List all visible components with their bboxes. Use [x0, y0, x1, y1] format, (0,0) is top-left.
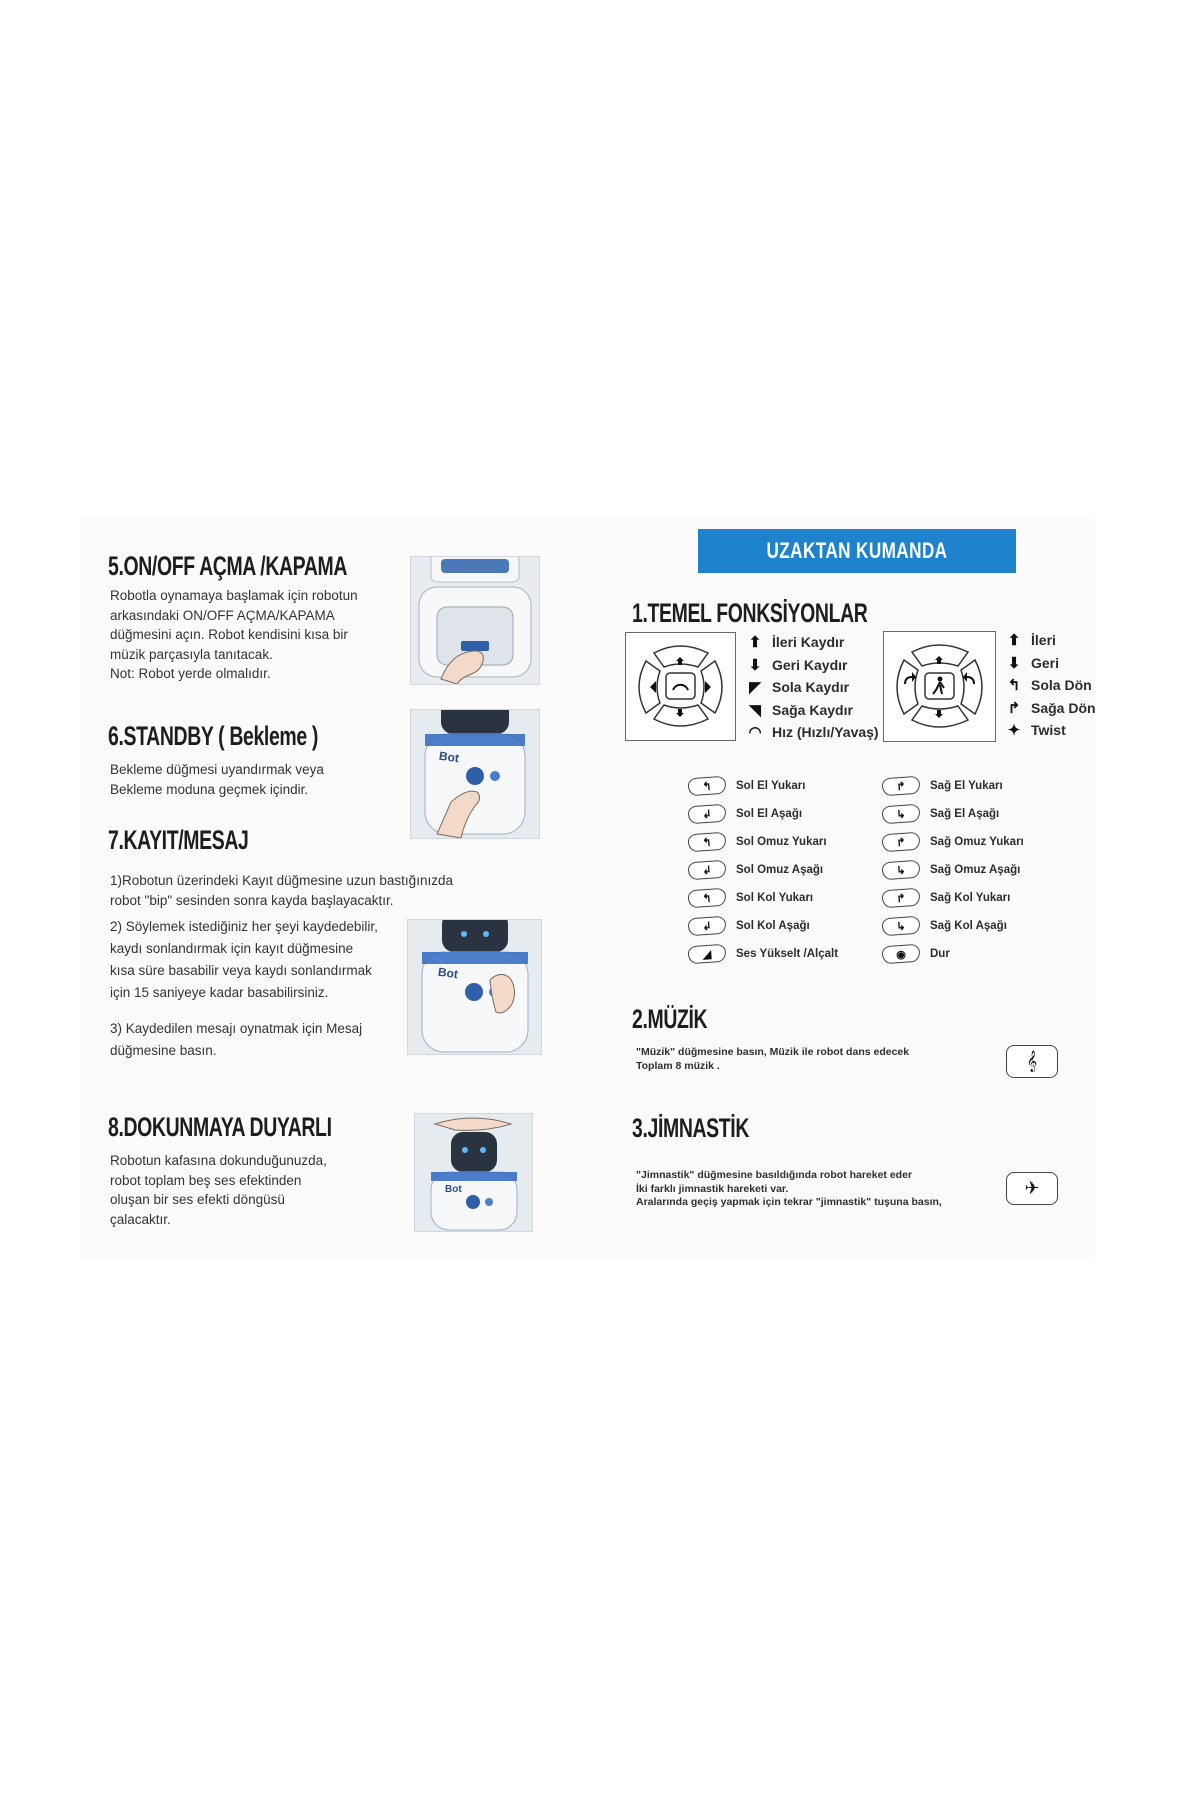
- standby-text: [110, 760, 324, 799]
- legend-label: Sola Dön: [1031, 677, 1092, 694]
- button-row: [688, 940, 838, 968]
- legend-label: İleri: [1031, 632, 1056, 649]
- text-line: "Jimnastik" düğmesine basıldığında robot hareket eder: [636, 1169, 913, 1181]
- button-label: Sol Kol Aşağı: [736, 920, 810, 932]
- section-title-standby: 6.STANDBY ( Bekleme ): [108, 721, 318, 751]
- legend-row: [1003, 697, 1096, 720]
- left-arm-down-icon: ↲: [687, 916, 726, 937]
- button-row: [882, 856, 1024, 884]
- legend-row: [1003, 652, 1096, 675]
- text-line: çalacaktır.: [110, 1211, 171, 1227]
- button-label: Sağ Omuz Aşağı: [930, 864, 1021, 876]
- text-line: robot toplam beş ses efektinden: [110, 1172, 302, 1188]
- forward-icon: ⬆: [1007, 632, 1021, 650]
- robot-chest-label: Bot: [437, 964, 459, 982]
- left-hand-down-icon: ↲: [687, 804, 726, 825]
- section-title-touch: 8.DOKUNMAYA DUYARLI: [108, 1112, 332, 1142]
- right-hand-down-icon: ↳: [881, 804, 920, 825]
- button-label: Sağ Omuz Yukarı: [930, 836, 1024, 848]
- left-arm-up-icon: ↰: [687, 888, 726, 909]
- text-line: oluşan bir ses efekti döngüsü: [110, 1192, 285, 1207]
- text-line: Not: Robot yerde olmalıdır.: [110, 666, 271, 681]
- section-title-basic-functions: 1.TEMEL FONKSİYONLAR: [632, 598, 868, 628]
- gymnastics-button: [1006, 1172, 1058, 1205]
- text-line: 1)Robotun üzerindeki Kayıt düğmesine uzun bastığınızda: [110, 873, 453, 888]
- button-row: [688, 856, 838, 884]
- text-line: Bekleme moduna geçmek içindir.: [110, 781, 309, 797]
- button-label: Sağ Kol Yukarı: [930, 892, 1011, 904]
- legend-row: [744, 654, 879, 677]
- right-shoulder-up-icon: ↱: [881, 832, 920, 853]
- button-label: Sol El Yukarı: [736, 780, 806, 792]
- volume-icon: ◢: [687, 944, 726, 965]
- right-arm-down-icon: ↳: [881, 916, 920, 937]
- section-title-gymnastics: 3.JİMNASTİK: [632, 1113, 750, 1143]
- legend-walk: [1003, 629, 1096, 742]
- button-row: [882, 772, 1024, 800]
- button-label: Ses Yükselt /Alçalt: [736, 948, 839, 960]
- gymnastics-text: [636, 1169, 942, 1210]
- text-line: 3) Kaydedilen mesajı oynatmak için Mesaj: [110, 1021, 363, 1036]
- legend-row: [744, 721, 879, 744]
- turn-left-icon: ↰: [1007, 677, 1021, 695]
- button-label: Sağ Kol Aşağı: [930, 920, 1007, 932]
- twist-icon: ✦: [1007, 722, 1021, 740]
- button-row: [882, 912, 1024, 940]
- remote-pad-move: [625, 632, 736, 741]
- button-row: [882, 884, 1024, 912]
- slide-right-icon: ◥: [749, 701, 761, 719]
- text-line: için 15 saniyeye kadar basabilirsiniz.: [110, 985, 329, 1000]
- legend-row: [1003, 674, 1096, 697]
- left-shoulder-up-icon: ↰: [687, 832, 726, 853]
- text-line: düğmesini açın. Robot kendisini kısa bir: [110, 627, 348, 642]
- text-line: düğmesine basın.: [110, 1043, 217, 1058]
- record-text-2: [110, 916, 378, 1004]
- speed-icon: ◠: [748, 724, 762, 742]
- legend-label: Sola Kaydır: [772, 679, 850, 696]
- right-shoulder-down-icon: ↳: [881, 860, 920, 881]
- text-line: arkasındaki ON/OFF AÇMA/KAPAMA: [110, 607, 335, 623]
- button-label: Sol Omuz Aşağı: [736, 864, 824, 876]
- banner-title: UZAKTAN KUMANDA: [766, 538, 948, 563]
- text-line: Bekleme düğmesi uyandırmak veya: [110, 762, 324, 777]
- legend-label: Sağa Kaydır: [772, 701, 853, 718]
- section-title-on-off: 5.ON/OFF AÇMA /KAPAMA: [108, 551, 348, 581]
- touch-text: [110, 1151, 327, 1229]
- robot-back-photo: [410, 556, 540, 685]
- text-line: kısa süre basabilir veya kaydı sonlandırmak: [110, 963, 372, 978]
- text-line: Robotla oynamaya başlamak için robotun: [110, 588, 358, 603]
- robot-standby-photo: [410, 709, 540, 839]
- turn-right-icon: ↱: [1007, 699, 1021, 717]
- robot-touch-photo: [414, 1113, 533, 1232]
- button-list-left: [688, 772, 838, 968]
- right-hand-up-icon: ↱: [881, 776, 920, 797]
- legend-row: [744, 676, 879, 699]
- on-off-text: [110, 586, 358, 684]
- text-line: Robotun kafasına dokunduğunuzda,: [110, 1153, 327, 1168]
- legend-label: Twist: [1031, 722, 1066, 739]
- music-text: [636, 1046, 909, 1073]
- button-row: [882, 828, 1024, 856]
- button-row: [688, 800, 838, 828]
- section-title-music: 2.MÜZİK: [632, 1004, 708, 1034]
- text-line: İki farklı jimnastik hareketi var.: [636, 1182, 789, 1195]
- left-hand-up-icon: ↰: [687, 776, 726, 797]
- legend-label: İleri Kaydır: [772, 634, 845, 651]
- remote-control-banner: [698, 529, 1016, 573]
- button-label: Sağ El Yukarı: [930, 780, 1003, 792]
- arrow-down-icon: ⬇: [748, 656, 762, 674]
- stop-icon: ◉: [881, 944, 920, 965]
- record-text-3: [110, 1018, 362, 1062]
- text-line: "Müzik" düğmesine basın, Müzik ile robot dans edecek: [636, 1046, 910, 1058]
- robot-record-photo: [407, 919, 542, 1055]
- button-row: [688, 828, 838, 856]
- section-title-record: 7.KAYIT/MESAJ: [108, 825, 249, 855]
- button-label: Sol Omuz Yukarı: [736, 836, 827, 848]
- robot-chest-label: Bot: [438, 748, 460, 766]
- button-row: [688, 912, 838, 940]
- legend-label: Sağa Dön: [1031, 699, 1096, 716]
- text-line: Aralarında geçiş yapmak için tekrar "jimnastik" tuşuna basın,: [636, 1196, 942, 1208]
- text-line: Toplam 8 müzik .: [636, 1059, 720, 1072]
- button-row: [688, 772, 838, 800]
- button-row: [882, 940, 1024, 968]
- legend-move: [744, 631, 879, 744]
- button-row: [688, 884, 838, 912]
- arrow-up-icon: ⬆: [748, 634, 762, 652]
- music-button: [1006, 1045, 1058, 1078]
- button-label: Dur: [930, 948, 950, 960]
- legend-row: [1003, 629, 1096, 652]
- text-line: robot "bip" sesinden sonra kayda başlayacaktır.: [110, 892, 394, 908]
- legend-row: [744, 699, 879, 722]
- record-text-1: [110, 871, 453, 910]
- button-row: [882, 800, 1024, 828]
- gymnast-icon: ✈: [1024, 1178, 1040, 1198]
- text-line: müzik parçasıyla tanıtacak.: [110, 646, 273, 662]
- slide-left-icon: ◤: [749, 679, 761, 697]
- text-line: 2) Söylemek istediğiniz her şeyi kaydedebilir,: [110, 919, 378, 934]
- text-line: kaydı sonlandırmak için kayıt düğmesine: [110, 941, 354, 956]
- legend-row: [1003, 719, 1096, 742]
- legend-label: Geri Kaydır: [772, 656, 848, 673]
- button-label: Sağ El Aşağı: [930, 808, 1000, 820]
- left-shoulder-down-icon: ↲: [687, 860, 726, 881]
- backward-icon: ⬇: [1007, 654, 1021, 672]
- button-list-right: [882, 772, 1024, 968]
- robot-chest-label: Bot: [445, 1184, 462, 1195]
- right-arm-up-icon: ↱: [881, 888, 920, 909]
- legend-row: [744, 631, 879, 654]
- remote-pad-walk: [883, 631, 996, 742]
- button-label: Sol Kol Yukarı: [736, 892, 814, 904]
- button-label: Sol El Aşağı: [736, 808, 803, 820]
- legend-label: Geri: [1031, 654, 1060, 671]
- music-note-icon: 𝄞: [1026, 1051, 1038, 1071]
- legend-label: Hız (Hızlı/Yavaş): [772, 724, 879, 741]
